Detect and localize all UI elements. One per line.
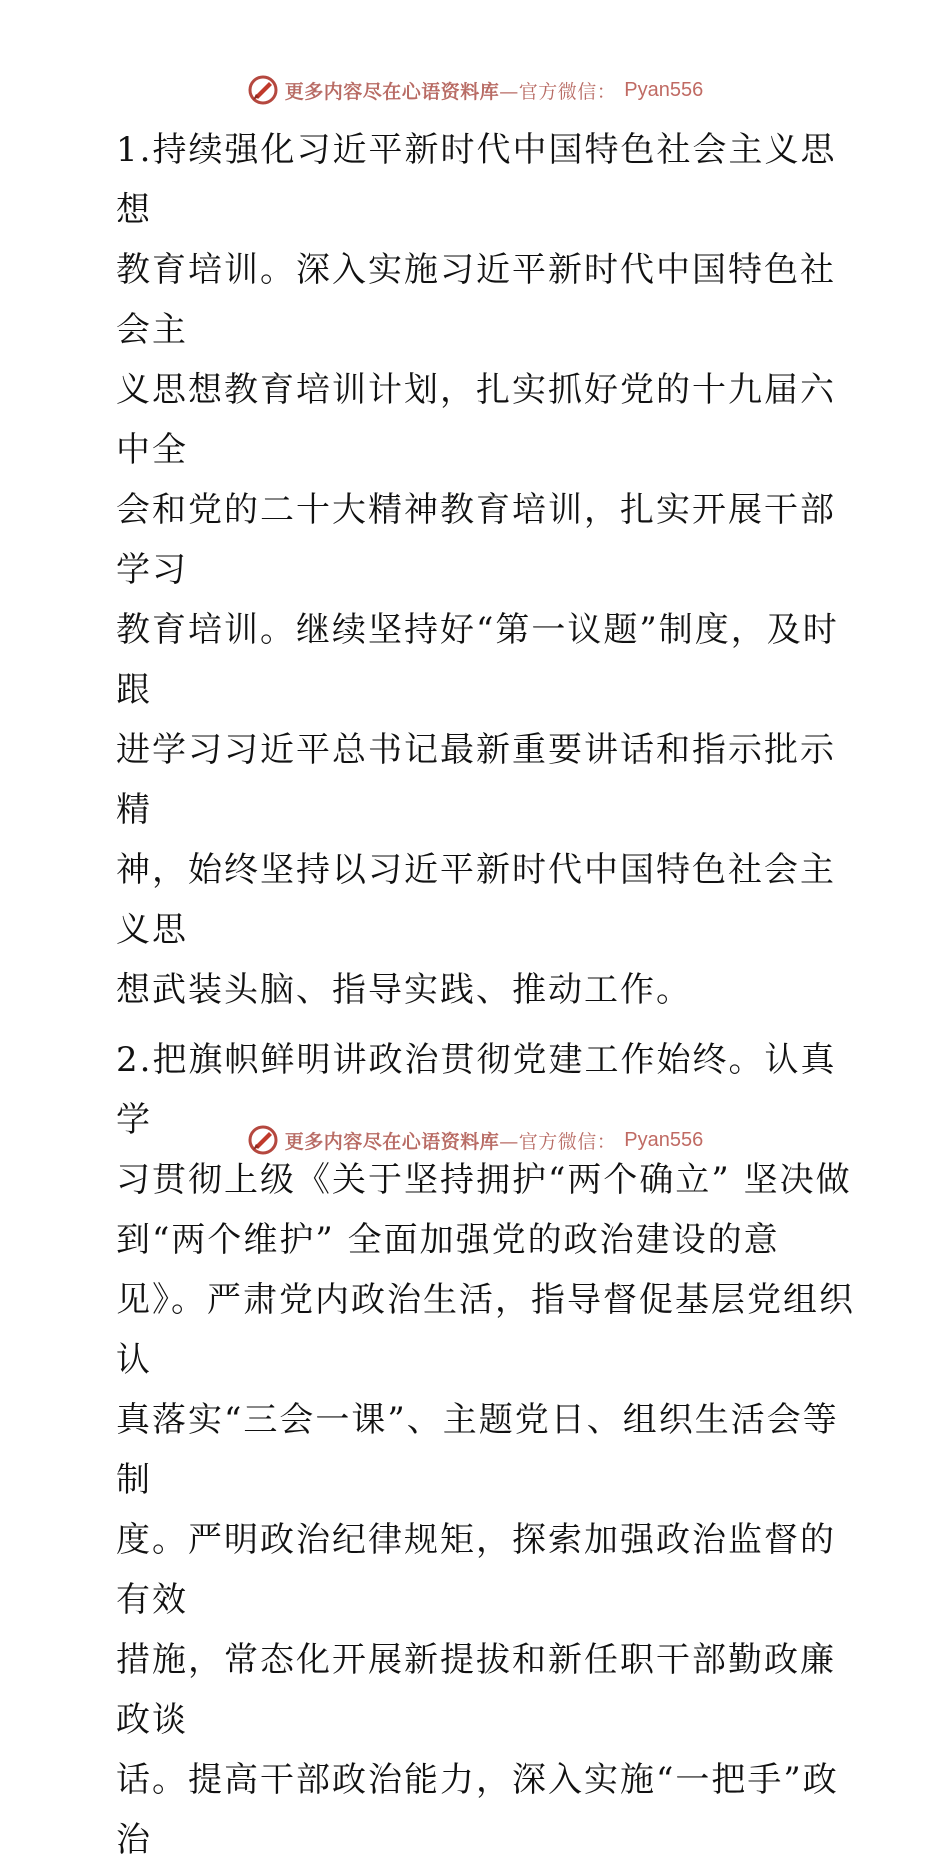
watermark-wechat-id: Pyan556 xyxy=(624,78,704,101)
watermark-wechat-id: Pyan556 xyxy=(624,1128,704,1151)
document-body xyxy=(98,120,858,1870)
watermark-text: 更多内容尽在心语资料库—官方微信： xyxy=(284,1130,617,1153)
footer-watermark xyxy=(0,1120,950,1160)
watermark-logo-icon xyxy=(247,1124,279,1156)
watermark-logo-icon xyxy=(247,74,279,106)
paragraph-1: 1.持续强化习近平新时代中国特色社会主义思想 教育培训。深入实施习近平新时代中国特色社会主 义思想教育培训计划，扎实抓好党的十九届六中全 会和党的二十大精神教育培训，扎实开展干部学习 教育培训。继续坚持好“第一议题”制度，及时跟 进学习习近平总书记最新重要讲话和指示批示精 神，始终坚持以习近平新时代中国特色社会主义思 想武装头脑、指导实践、推动工作。 xyxy=(116,130,839,1010)
paragraph-2: 2.把旗帜鲜明讲政治贯彻党建工作始终。认真学 习贯彻上级《关于坚持拥护“两个确立” 坚决做 到“两个维护” 全面加强党的政治建设的意 见》。严肃党内政治生活，指导督促基层党组织认 真落实“三会一课”、主题党日、组织生活会等制 度。严明政治纪律规矩，探索加强政治监督的有效 措施，常态化开展新提拔和新任职干部勤政廉政谈 话。提高干部政治能力，深入实施“一把手”政治 xyxy=(116,1040,855,1860)
watermark-text: 更多内容尽在心语资料库—官方微信： xyxy=(284,80,617,103)
header-watermark xyxy=(0,70,950,110)
